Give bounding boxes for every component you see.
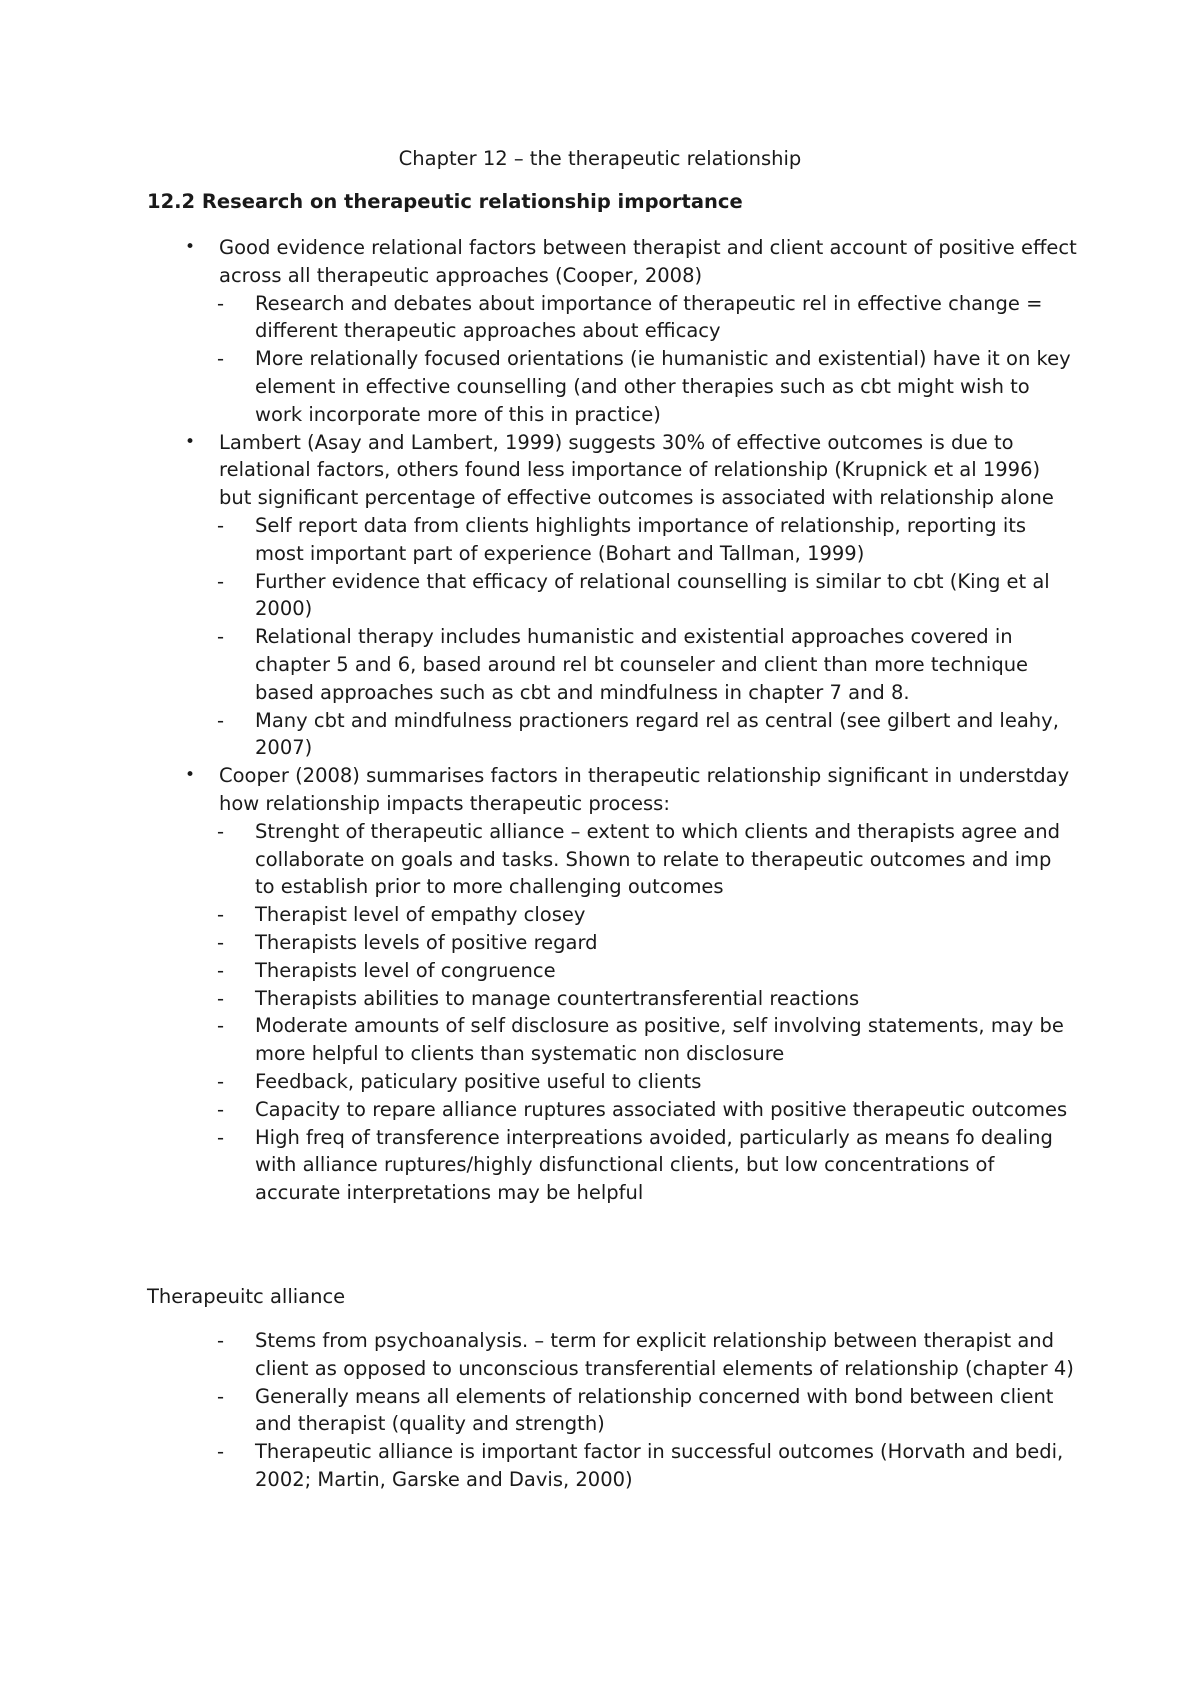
sub-item-text: Relational therapy includes humanistic and existential approaches covered in chapter 5 and 6, based around rel bt counseler and client than more technique based approaches such as cbt and mindfulness in chapter 7 and 8.: [255, 625, 1029, 704]
bullet-marker: •: [185, 237, 196, 257]
bullet-item: [147, 429, 1077, 512]
sub-item-text: Research and debates about importance of therapeutic rel in effective change = different therapeutic approaches about efficacy: [255, 291, 1043, 343]
dash-marker: -: [217, 569, 225, 593]
dash-marker: -: [217, 930, 225, 954]
dash-marker: -: [217, 1125, 225, 1149]
dash-marker: -: [217, 1014, 225, 1038]
sub-item-text: Strenght of therapeutic alliance – extent to which clients and therapists agree and collaborate on goals and tasks. Shown to relate to therapeutic outcomes and imp to establish prior to more challenging outcomes: [255, 819, 1060, 899]
section-heading: 12.2 Research on therapeutic relationship importance: [147, 190, 743, 213]
dash-marker: -: [217, 819, 225, 843]
dash-marker: -: [217, 291, 225, 315]
sub-item: [147, 929, 1077, 957]
sub-item: [147, 957, 1077, 985]
sub-item-text: Generally means all elements of relationship concerned with bond between client and therapist (quality and strength): [255, 1384, 1054, 1436]
dash-marker: -: [217, 1097, 225, 1121]
sub-item: [147, 568, 1077, 624]
sub-item: [147, 1327, 1077, 1383]
sub-item-text: Therapeutic alliance is important factor in successful outcomes (Horvath and bedi, 2002; Martin, Garske and Davis, 2000): [255, 1440, 1064, 1491]
dash-marker: -: [217, 986, 225, 1010]
bullet-marker: •: [185, 431, 196, 452]
sub-item-text: Feedback, paticulary positive useful to clients: [255, 1069, 702, 1093]
subsection-label: Therapeuitc alliance: [147, 1285, 346, 1308]
dash-marker: -: [217, 513, 225, 537]
dash-marker: -: [217, 958, 225, 982]
page-title: Chapter 12 – the therapeutic relationship: [398, 147, 802, 170]
dash-marker: -: [217, 1069, 225, 1093]
dash-marker: -: [217, 1384, 225, 1408]
sub-item-text: More relationally focused orientations (ie humanistic and existential) have it on key element in effective counselling (and other therapies such as cbt might wish to work incorporate more of this in practice): [255, 347, 1071, 426]
bullet-text: Good evidence relational factors between therapist and client account of positive effect across all therapeutic approaches (Cooper, 2008): [219, 236, 1077, 287]
sub-item: [147, 818, 1077, 901]
sub-item-text: Capacity to repare alliance ruptures associated with positive therapeutic outcomes: [255, 1097, 1068, 1121]
sub-item-text: Therapists level of congruence: [255, 958, 556, 982]
sub-item-text: Further evidence that efficacy of relational counselling is similar to cbt (King et al 2000): [255, 569, 1050, 621]
sub-item: [147, 1124, 1077, 1207]
bullet-text: Cooper (2008) summarises factors in therapeutic relationship significant in understday how relationship impacts therapeutic process:: [219, 764, 1070, 815]
sub-item: [147, 290, 1077, 346]
sub-item: [147, 1438, 1077, 1494]
sub-item: [147, 345, 1077, 428]
sub-item-text: Moderate amounts of self disclosure as positive, self involving statements, may be more helpful to clients than systematic non disclosure: [255, 1014, 1064, 1066]
sub-item: [147, 1068, 1077, 1096]
sub-item-text: Therapists abilities to manage countertransferential reactions: [255, 986, 860, 1010]
sub-item: [147, 1383, 1077, 1439]
sub-item: [147, 623, 1077, 706]
sub-item: [147, 985, 1077, 1013]
sub-item-text: Therapist level of empathy closey: [255, 903, 586, 927]
dash-marker: -: [217, 903, 225, 927]
sub-item-text: High freq of transference interpreations avoided, particularly as means fo dealing with alliance ruptures/highly disfunctional clients, but low concentrations of accurate interpretations may be helpful: [255, 1125, 1053, 1205]
bullet-item: [147, 234, 1077, 290]
dash-marker: -: [217, 708, 225, 732]
sub-item: [147, 1096, 1077, 1124]
dash-marker: -: [217, 347, 225, 371]
sub-item-text: Many cbt and mindfulness practioners regard rel as central (see gilbert and leahy, 2007): [255, 708, 1059, 760]
dash-marker: -: [217, 1440, 225, 1464]
dash-marker: -: [217, 1329, 225, 1352]
sub-item-text: Therapists levels of positive regard: [255, 930, 598, 954]
sub-item: [147, 707, 1077, 763]
sub-item: [147, 1012, 1077, 1068]
sub-item: [147, 512, 1077, 568]
sub-item-text: Self report data from clients highlights importance of relationship, reporting its most important part of experience (Bohart and Tallman, 1999): [255, 513, 1027, 565]
dash-marker: -: [217, 625, 225, 649]
alliance-list: [147, 1327, 1077, 1494]
sub-item-text: Stems from psychoanalysis. – term for explicit relationship between therapist and client as opposed to unconscious transferential elements of relationship (chapter 4): [255, 1329, 1074, 1380]
bullet-marker: •: [185, 765, 196, 786]
bullet-text: Lambert (Asay and Lambert, 1999) suggests 30% of effective outcomes is due to relational factors, others found less importance of relationship (Krupnick et al 1996) but significant percentage of effective outcomes is associated with relationship alone: [219, 430, 1054, 510]
bullet-list: [147, 234, 1077, 1207]
sub-item: [147, 901, 1077, 929]
bullet-item: [147, 762, 1077, 818]
